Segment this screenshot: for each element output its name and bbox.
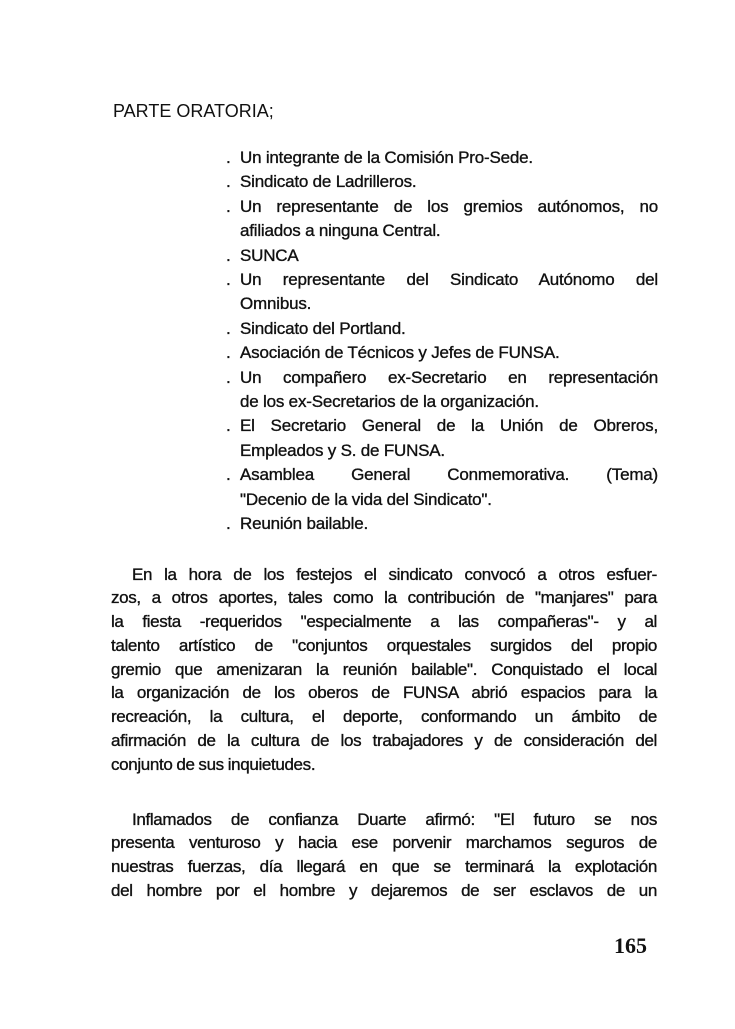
list-bullet: . [226,245,231,265]
paragraph-line: gremio que amenizaran la reunión bailable". Conquistado el local [111,659,657,679]
page-number: 165 [614,932,647,958]
paragraph-line: En la hora de los festejos el sindicato convocó a otros esfuer- [132,564,657,584]
list-item-line: de los ex-Secretarios de la organización. [240,392,539,412]
list-item-line: Asamblea General Conmemorativa. (Tema) [240,465,658,485]
paragraph-line: recreación, la cultura, el deporte, conformando un ámbito de [111,707,657,727]
list-item-line: Un compañero ex-Secretario en representación [240,367,658,387]
list-item-line: SUNCA [240,245,299,265]
speaker-list [226,146,658,537]
list-item-line: Empleados y S. de FUNSA. [240,440,445,460]
list-bullet: . [226,196,231,216]
list-item-line: El Secretario General de la Unión de Obreros, [240,416,658,436]
list-item-line: Un integrante de la Comisión Pro-Sede. [240,148,533,167]
list-item-line: afiliados a ninguna Central. [240,221,441,241]
list-item [226,170,658,194]
list-bullet: . [226,367,231,387]
list-item-line: Un representante de los gremios autónomos, no [240,196,658,216]
list-item [226,146,658,170]
paragraph-line: del hombre por el hombre y dejaremos de ser esclavos de un [111,881,657,901]
paragraph-festejos [111,563,657,777]
list-bullet: . [226,514,231,534]
list-item-line: Omnibus. [240,294,312,314]
paragraph-duarte [111,808,657,903]
list-bullet: . [226,318,231,338]
paragraph-line: afirmación de la cultura de los trabajadores y de consideración del [111,731,657,751]
list-item [226,317,658,341]
list-bullet: . [226,270,231,290]
list-item [226,244,658,268]
list-item-line: Un representante del Sindicato Autónomo del [240,270,658,290]
list-bullet: . [226,172,231,192]
list-bullet: . [226,465,231,485]
list-item [226,463,658,512]
list-item [226,512,658,536]
list-item-line: Asociación de Técnicos y Jefes de FUNSA. [240,343,560,363]
list-bullet: . [226,416,231,436]
list-item [226,366,658,415]
list-item-line: Sindicato de Ladrilleros. [240,172,417,192]
list-item-line: Sindicato del Portland. [240,318,406,338]
paragraph-line: presenta venturoso y hacia ese porvenir marchamos seguros de [111,833,657,853]
paragraph-line: la organización de los oberos de FUNSA abrió espacios para la [111,683,657,703]
paragraph-line: nuestras fuerzas, día llegará en que se terminará la explotación [111,857,657,877]
paragraph-line: Inflamados de confianza Duarte afirmó: "El futuro se nos [132,809,657,829]
list-bullet: . [226,148,231,167]
list-item [226,414,658,463]
list-item-line: "Decenio de la vida del Sindicato". [240,489,492,509]
paragraph-line: conjunto de sus inquietudes. [111,754,316,774]
paragraph-line: zos, a otros aportes, tales como la contribución de "manjares" para [111,588,657,608]
list-item-line: Reunión bailable. [240,514,368,534]
list-item [226,341,658,365]
paragraph-line: la fiesta -requeridos "especialmente a las compañeras"- y al [111,612,657,632]
paragraph-line: talento artístico de "conjuntos orquestales surgidos del propio [111,635,657,655]
section-heading: PARTE ORATORIA; [113,101,274,121]
list-item [226,195,658,244]
list-item [226,268,658,317]
list-bullet: . [226,343,231,363]
